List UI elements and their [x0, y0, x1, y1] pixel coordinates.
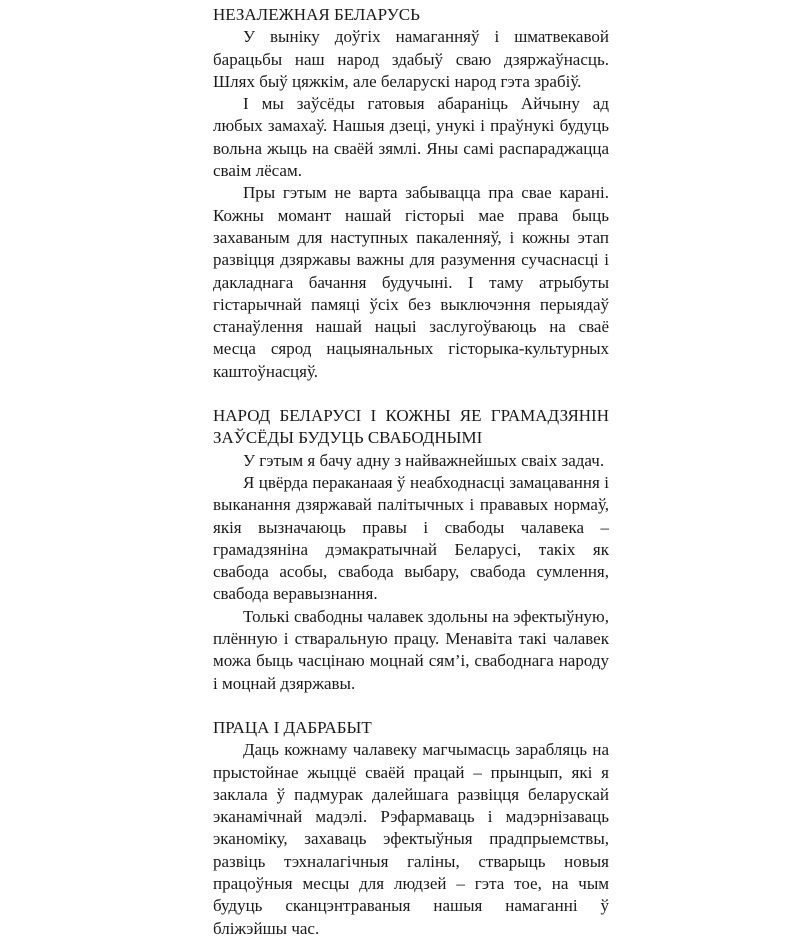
paragraph: Толькі свабодны чалавек здольны на эфектыўную, плённую і стваральную працу. Менавіта такі чалавек можа быць часцінаю моцнай сям’і, свабоднага народу і моцнай дзяржавы.: [213, 606, 609, 693]
section-independent-belarus: [213, 4, 609, 383]
section-people-free: [213, 405, 609, 695]
document-page: [213, 4, 609, 940]
paragraph: Даць кожнаму чалавеку магчымасць зарабляць на прыстойнае жыццё сваёй працай – прынцып, які я заклала ў падмурак далейшага развіцця беларускай эканамічнай мадэлі. Рэфармаваць і мадэрнізаваць эканоміку, захаваць эфектыўныя прадпрыемствы, развіць тэхналагічныя галіны, стварыць новыя працоўныя месцы для людзей – гэта тое, на чым будуць сканцэнтраваныя нашыя намаганні ў бліжэйшы час.: [213, 740, 609, 938]
paragraph: Пры гэтым не варта забывацца пра свае карані. Кожны момант нашай гісторыі мае права быць захаваным для наступных пакаленняў, і кожны этап развіцця дзяржавы важны для разумення сучаснасці і дакладнага бачання будучыні. І таму атрыбуты гістарычнай памяці ўсіх без выключэння перыядаў станаўлення нашай нацыі заслугоўваюць на сваё месца сярод нацыянальных гісторыка-культурных каштоўнасцяў.: [213, 183, 609, 381]
section-heading: ПРАЦА І ДАБРАБЫТ: [213, 717, 372, 737]
paragraph: У гэтым я бачу адну з найважнейшых сваіх задач.: [243, 450, 605, 470]
paragraph: Я цвёрда пераканаая ў неабходнасці замацавання і выканання дзяржавай палітычных і прававых нормаў, якія вызначаюць правы і свабоды чалавека – грамадзяніна дэмакратычнай Беларусі, такіх як свабода асобы, свабода выбару, свабода сумлення, свабода веравызнання.: [213, 472, 609, 604]
section-heading: НЕЗАЛЕЖНАЯ БЕЛАРУСЬ: [213, 5, 420, 24]
paragraph: І мы заўсёды гатовыя абараніць Айчыну ад любых замахаў. Нашыя дзеці, унукі і праўнукі будуць вольна жыць на сваёй зямлі. Яны самі распараджацца сваім лёсам.: [213, 94, 609, 181]
paragraph: У выніку доўгіх намаганняў і шматвекавой барацьбы наш народ здабыў сваю дзяржаўнасць. Шлях быў цяжкім, але беларускі народ гэта зрабіў.: [213, 27, 609, 91]
section-heading: НАРОД БЕЛАРУСІ І КОЖНЫ ЯЕ ГРАМАДЗЯНІН ЗАЎСЁДЫ БУДУЦЬ СВАБОДНЫМІ: [213, 406, 609, 448]
section-work-prosperity: [213, 717, 609, 940]
